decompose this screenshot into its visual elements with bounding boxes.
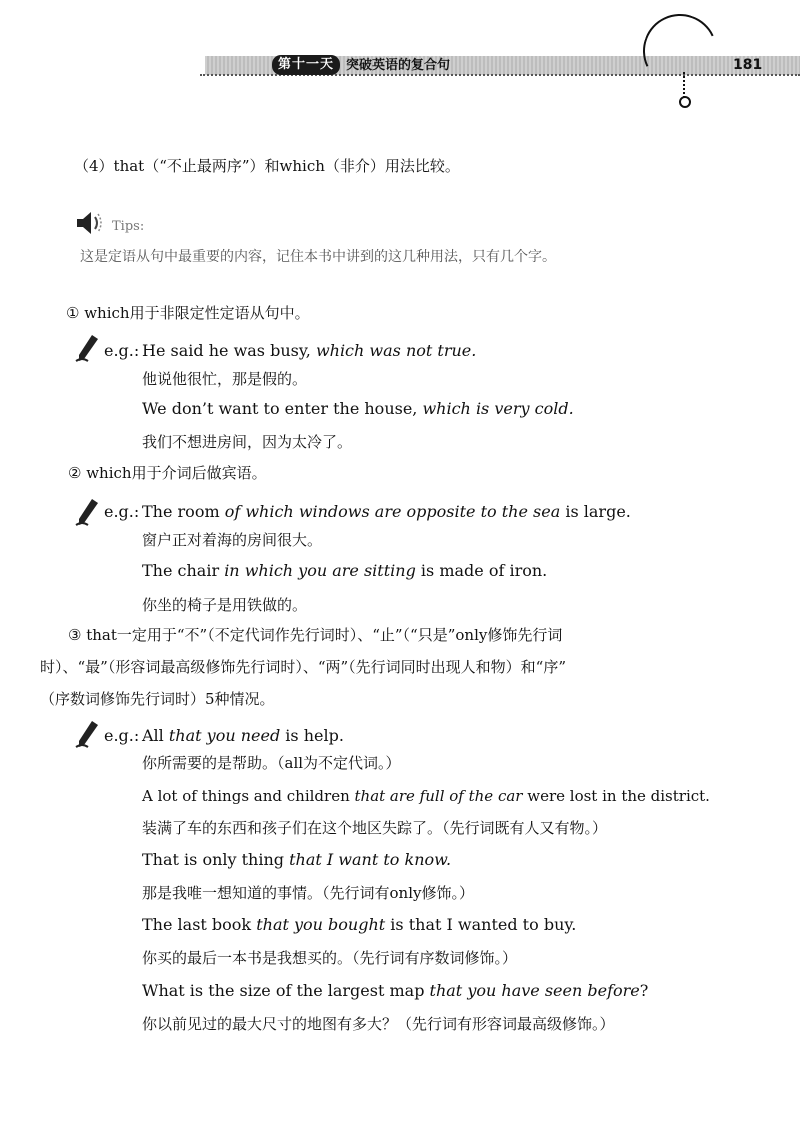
pencil-icon [74, 719, 100, 749]
pencil-icon [74, 333, 100, 363]
example-zh: 窗户正对着海的房间很大。 [142, 531, 323, 549]
chapter-title: 突破英语的复合句 [346, 58, 451, 73]
header-arc-tail [683, 72, 685, 98]
example-en: A lot of things and children that are full of the car were lost in the district. [142, 787, 710, 805]
section-title: （4）that（“不止最两序”）和which（非介）用法比较。 [74, 157, 460, 175]
day-badge: 第十一天 [272, 55, 340, 75]
example-en: He said he was busy, which was not true. [142, 341, 477, 360]
example-en: That is only thing that I want to know. [142, 850, 452, 869]
speaker-icon [73, 208, 107, 238]
page-number: 181 [733, 57, 763, 73]
header-arc-decoration [633, 4, 728, 99]
rule-1: ① which用于非限定性定语从句中。 [66, 304, 310, 322]
eg-label: e.g.: [104, 341, 140, 360]
example-en: The last book that you bought is that I wanted to buy. [142, 915, 577, 934]
example-zh: 你坐的椅子是用铁做的。 [142, 596, 308, 614]
example-en: The room of which windows are opposite to the sea is large. [142, 502, 631, 521]
tips-body: 这是定语从句中最重要的内容，记住本书中讲到的这几种用法，只有几个字。 [80, 249, 556, 265]
example-zh: 你买的最后一本书是我想买的。（先行词有序数词修饰。） [142, 949, 518, 967]
eg-label: e.g.: [104, 502, 140, 521]
header-arc-dot [679, 96, 691, 108]
rule-3-line-2: 时）、“最”（形容词最高级修饰先行词时）、“两”（先行词同时出现人和物）和“序” [40, 658, 567, 676]
example-zh: 你以前见过的最大尺寸的地图有多大？（先行词有形容词最高级修饰。） [142, 1015, 615, 1033]
example-zh: 装满了车的东西和孩子们在这个地区失踪了。（先行词既有人又有物。） [142, 819, 608, 837]
rule-3-line-3: （序数词修饰先行词时）5种情况。 [40, 690, 275, 708]
example-en: We don’t want to enter the house, which is very cold. [142, 399, 574, 418]
rule-3-line-1: ③ that一定用于“不”（不定代词作先行词时）、“止”（“只是”only修饰先行词 [68, 626, 563, 644]
example-en: The chair in which you are sitting is made of iron. [142, 561, 548, 580]
example-en: What is the size of the largest map that you have seen before? [142, 981, 649, 1000]
example-zh: 你所需要的是帮助。（all为不定代词。） [142, 754, 401, 772]
example-zh: 我们不想进房间，因为太冷了。 [142, 433, 353, 451]
eg-label: e.g.: [104, 726, 140, 745]
pencil-icon [74, 497, 100, 527]
tips-label: Tips: [112, 219, 145, 234]
rule-2: ② which用于介词后做宾语。 [68, 464, 267, 482]
example-en: All that you need is help. [142, 726, 344, 745]
example-zh: 他说他很忙，那是假的。 [142, 370, 308, 388]
example-zh: 那是我唯一想知道的事情。（先行词有only修饰。） [142, 884, 474, 902]
